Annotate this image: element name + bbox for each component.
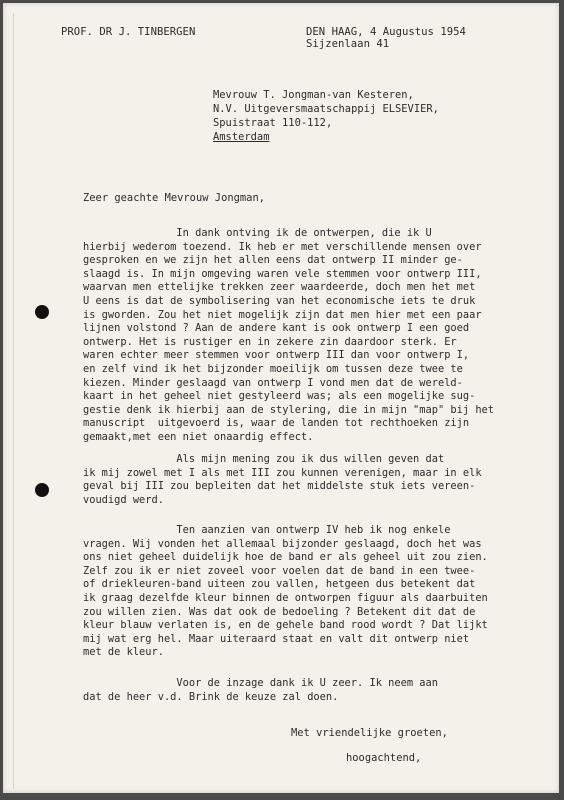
- recipient-line: Spuistraat 110-112,: [213, 117, 333, 129]
- body-paragraph: Voor de inzage dank ik U zeer. Ik neem aan dat de heer v.d. Brink de keuze zal doen.: [83, 677, 438, 703]
- body-paragraph: Ten aanzien van ontwerp IV heb ik nog enkele vragen. Wij vonden het allemaal bijzonder geslaagd, doch het was ons niet geheel duidelijk hoe de band er als geheel uit zou zien. Zelf zou ik er niet zoveel voor voelen dat de band in een twee- of driekleuren-band uiteen zou vallen, hetgeen dus betekent dat ik graag dezelfde kleur binnen de ontworpen figuur als daarbuiten zou willen zien. Was dat ook de bedoeling ? Betekent dit dat de kleur blauw verlaten is, en de gehele band rood wordt ? Dat lijkt mij wat erg hel. Maar uiteraard staat en valt dit ontwerp niet met de kleur.: [83, 524, 488, 659]
- letter-date: DEN HAAG, 4 Augustus 1954: [306, 26, 466, 38]
- salutation: Zeer geachte Mevrouw Jongman,: [83, 192, 265, 204]
- recipient-line: Mevrouw T. Jongman-van Kesteren,: [213, 89, 414, 101]
- recipient-city: Amsterdam: [213, 131, 270, 143]
- closing-signoff: hoogachtend,: [346, 752, 422, 764]
- sender-name: PROF. DR J. TINBERGEN: [61, 26, 196, 38]
- sender-street: Sijzenlaan 41: [306, 38, 390, 50]
- recipient-line: N.V. Uitgeversmaatschappij ELSEVIER,: [213, 103, 439, 115]
- punch-hole: [35, 305, 49, 319]
- punch-hole: [35, 483, 49, 497]
- body-paragraph: In dank ontving ik de ontwerpen, die ik U hierbij wederom toezend. Ik heb er met verschillende mensen over gesproken en we zijn het allen eens dat ontwerp II minder ge- slaagd is. In mijn omgeving waren vele stemmen voor ontwerp III, waarvan men ettelijke trekken zeer waardeerde, doch men het met U eens is dat de symbolisering van het economische iets te druk is gworden. Zou het niet mogelijk zijn dat men hier met een paar lijnen volstond ? Aan de andere kant is ook ontwerp I een goed ontwerp. Het is rustiger en in zekere zin daardoor sterk. Er waren echter meer stemmen voor ontwerp III dan voor ontwerp I, en zelf vind ik het bijzonder moeilijk om tussen deze twee te kiezen. Minder geslaagd van ontwerp I vond men dat de wereld- kaart in het geheel niet gestyleerd was; als een mogelijke sug- gestie denk ik hierbij aan de stylering, die in mijn "map" bij het manuscript uitgevoerd is, waar de landen tot rechthoeken zijn gemaakt,met een niet onaardig effect.: [83, 227, 495, 443]
- closing-greeting: Met vriendelijke groeten,: [291, 727, 448, 739]
- letter-page: [3, 3, 559, 793]
- body-paragraph: Als mijn mening zou ik dus willen geven dat ik mij zowel met I als met III zou kunnen verenigen, maar in elk geval bij III zou bepleiten dat het middelste stuk iets vereen- voudigd werd.: [83, 453, 482, 506]
